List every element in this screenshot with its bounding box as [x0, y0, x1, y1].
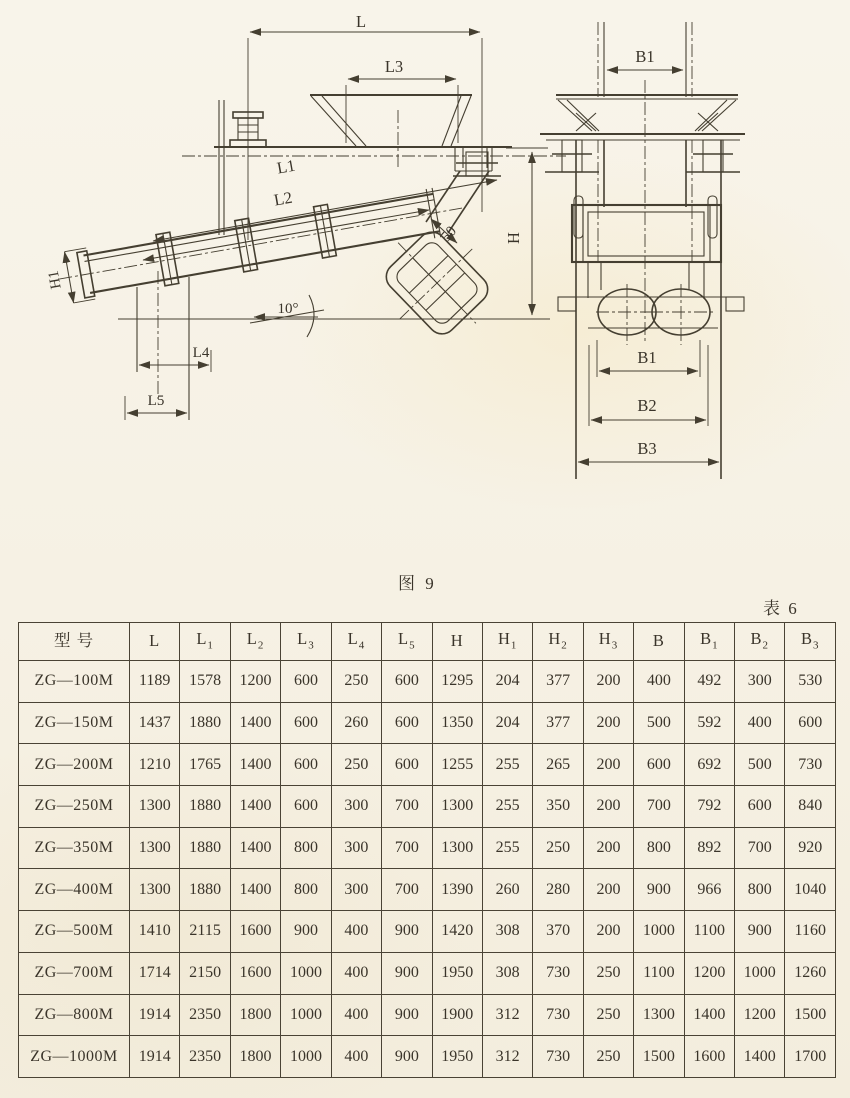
header-row [19, 623, 836, 661]
column-header: $B_3$ [785, 623, 836, 661]
value-cell: 900 [735, 911, 785, 953]
value-cell: 700 [382, 827, 432, 869]
column-header: $L_3$ [281, 623, 331, 661]
value-cell: 600 [382, 744, 432, 786]
column-header: $B_2$ [735, 623, 785, 661]
dim-label-L: L [355, 12, 367, 31]
value-cell: 255 [482, 744, 532, 786]
value-cell: 1800 [230, 994, 280, 1036]
value-cell: 1300 [130, 869, 180, 911]
column-header: $H_3$ [583, 623, 633, 661]
value-cell: 400 [634, 661, 684, 703]
value-cell: 600 [281, 661, 331, 703]
value-cell: 250 [533, 827, 583, 869]
value-cell: 350 [533, 786, 583, 828]
value-cell: 1295 [432, 661, 482, 703]
value-cell: 700 [382, 869, 432, 911]
value-cell: 200 [583, 827, 633, 869]
value-cell: 1300 [432, 827, 482, 869]
value-cell: 840 [785, 786, 836, 828]
value-cell: 1410 [130, 911, 180, 953]
value-cell: 1880 [180, 827, 230, 869]
value-cell: 400 [735, 702, 785, 744]
value-cell: 200 [583, 869, 633, 911]
column-header: B [634, 623, 684, 661]
value-cell: 1400 [735, 1036, 785, 1078]
value-cell: 900 [382, 994, 432, 1036]
value-cell: 1160 [785, 911, 836, 953]
value-cell: 800 [634, 827, 684, 869]
dim-label-B1: B1 [637, 348, 657, 367]
value-cell: 200 [583, 911, 633, 953]
model-cell: ZG—150M [19, 702, 130, 744]
value-cell: 377 [533, 702, 583, 744]
value-cell: 492 [684, 661, 734, 703]
value-cell: 300 [331, 827, 381, 869]
column-header: $L_4$ [331, 623, 381, 661]
value-cell: 900 [382, 911, 432, 953]
value-cell: 800 [281, 869, 331, 911]
dim-label-B3: B3 [637, 439, 657, 458]
value-cell: 1000 [281, 1036, 331, 1078]
value-cell: 250 [583, 1036, 633, 1078]
value-cell: 1600 [684, 1036, 734, 1078]
model-cell: ZG—700M [19, 952, 130, 994]
value-cell: 265 [533, 744, 583, 786]
value-cell: 204 [482, 661, 532, 703]
value-cell: 1300 [634, 994, 684, 1036]
value-cell: 1260 [785, 952, 836, 994]
value-cell: 200 [583, 786, 633, 828]
table-row [19, 744, 836, 786]
model-cell: ZG—250M [19, 786, 130, 828]
value-cell: 1300 [432, 786, 482, 828]
value-cell: 200 [583, 661, 633, 703]
value-cell: 900 [382, 952, 432, 994]
value-cell: 308 [482, 911, 532, 953]
dim-label-L1: L1 [275, 155, 297, 178]
value-cell: 1400 [230, 869, 280, 911]
column-header: 型 号 [19, 623, 130, 661]
value-cell: 1000 [735, 952, 785, 994]
value-cell: 200 [583, 702, 633, 744]
value-cell: 377 [533, 661, 583, 703]
value-cell: 600 [281, 702, 331, 744]
value-cell: 250 [331, 744, 381, 786]
value-cell: 800 [281, 827, 331, 869]
value-cell: 1578 [180, 661, 230, 703]
column-header: H [432, 623, 482, 661]
value-cell: 308 [482, 952, 532, 994]
value-cell: 2150 [180, 952, 230, 994]
value-cell: 1100 [634, 952, 684, 994]
value-cell: 920 [785, 827, 836, 869]
value-cell: 1390 [432, 869, 482, 911]
value-cell: 260 [331, 702, 381, 744]
value-cell: 280 [533, 869, 583, 911]
value-cell: 2115 [180, 911, 230, 953]
value-cell: 700 [382, 786, 432, 828]
value-cell: 600 [281, 786, 331, 828]
dim-label-H1: H1 [45, 269, 65, 291]
value-cell: 260 [482, 869, 532, 911]
value-cell: 1880 [180, 786, 230, 828]
value-cell: 1350 [432, 702, 482, 744]
value-cell: 1765 [180, 744, 230, 786]
dim-label-B2: B2 [637, 396, 657, 415]
value-cell: 2350 [180, 994, 230, 1036]
value-cell: 250 [583, 952, 633, 994]
value-cell: 900 [281, 911, 331, 953]
value-cell: 900 [382, 1036, 432, 1078]
value-cell: 1500 [634, 1036, 684, 1078]
value-cell: 900 [634, 869, 684, 911]
value-cell: 1300 [130, 786, 180, 828]
value-cell: 255 [482, 827, 532, 869]
value-cell: 1914 [130, 994, 180, 1036]
dim-label-50: 50 [438, 223, 460, 246]
value-cell: 730 [785, 744, 836, 786]
spec-table-body [19, 661, 836, 1078]
value-cell: 1000 [634, 911, 684, 953]
table-row [19, 911, 836, 953]
table-row [19, 994, 836, 1036]
value-cell: 600 [281, 744, 331, 786]
value-cell: 1950 [432, 1036, 482, 1078]
value-cell: 1900 [432, 994, 482, 1036]
value-cell: 966 [684, 869, 734, 911]
spec-table-head [19, 623, 836, 661]
dim-label-L5: L5 [147, 393, 165, 409]
column-header: $H_1$ [482, 623, 532, 661]
column-header: $B_1$ [684, 623, 734, 661]
model-cell: ZG—350M [19, 827, 130, 869]
dim-label-H: H [504, 232, 523, 244]
value-cell: 1400 [230, 744, 280, 786]
table-row [19, 869, 836, 911]
table-row [19, 702, 836, 744]
value-cell: 600 [735, 786, 785, 828]
value-cell: 792 [684, 786, 734, 828]
value-cell: 500 [634, 702, 684, 744]
value-cell: 1100 [684, 911, 734, 953]
table-row [19, 661, 836, 703]
value-cell: 600 [634, 744, 684, 786]
value-cell: 1000 [281, 994, 331, 1036]
value-cell: 600 [785, 702, 836, 744]
value-cell: 1400 [684, 994, 734, 1036]
model-cell: ZG—800M [19, 994, 130, 1036]
value-cell: 592 [684, 702, 734, 744]
value-cell: 1600 [230, 952, 280, 994]
value-cell: 1400 [230, 786, 280, 828]
front-view [540, 22, 745, 479]
value-cell: 1189 [130, 661, 180, 703]
value-cell: 1040 [785, 869, 836, 911]
value-cell: 2350 [180, 1036, 230, 1078]
table-row [19, 1036, 836, 1078]
figure-caption: 图 9 [398, 574, 437, 593]
column-header: $L_1$ [180, 623, 230, 661]
value-cell: 1200 [230, 661, 280, 703]
value-cell: 1437 [130, 702, 180, 744]
value-cell: 1210 [130, 744, 180, 786]
value-cell: 300 [331, 786, 381, 828]
value-cell: 1255 [432, 744, 482, 786]
table-row [19, 827, 836, 869]
dim-label-L2: L2 [272, 187, 294, 210]
dim-label-L3: L3 [384, 57, 404, 76]
value-cell: 892 [684, 827, 734, 869]
column-header: $L_2$ [230, 623, 280, 661]
dim-label-B1-top: B1 [635, 47, 655, 66]
value-cell: 1800 [230, 1036, 280, 1078]
value-cell: 1420 [432, 911, 482, 953]
value-cell: 1400 [230, 702, 280, 744]
value-cell: 1950 [432, 952, 482, 994]
value-cell: 400 [331, 1036, 381, 1078]
incline-angle-label: 10° [277, 301, 299, 317]
column-header: $L_5$ [382, 623, 432, 661]
value-cell: 1500 [785, 994, 836, 1036]
column-header: L [130, 623, 180, 661]
value-cell: 1600 [230, 911, 280, 953]
model-cell: ZG—400M [19, 869, 130, 911]
spec-table [18, 622, 836, 1078]
side-view [43, 12, 566, 420]
value-cell: 730 [533, 1036, 583, 1078]
model-cell: ZG—500M [19, 911, 130, 953]
value-cell: 200 [583, 744, 633, 786]
value-cell: 1880 [180, 869, 230, 911]
value-cell: 400 [331, 952, 381, 994]
value-cell: 204 [482, 702, 532, 744]
value-cell: 300 [735, 661, 785, 703]
value-cell: 730 [533, 994, 583, 1036]
value-cell: 600 [382, 702, 432, 744]
value-cell: 255 [482, 786, 532, 828]
value-cell: 1714 [130, 952, 180, 994]
value-cell: 250 [583, 994, 633, 1036]
model-cell: ZG—100M [19, 661, 130, 703]
value-cell: 312 [482, 1036, 532, 1078]
value-cell: 730 [533, 952, 583, 994]
value-cell: 370 [533, 911, 583, 953]
value-cell: 1880 [180, 702, 230, 744]
value-cell: 692 [684, 744, 734, 786]
value-cell: 1400 [230, 827, 280, 869]
value-cell: 500 [735, 744, 785, 786]
value-cell: 300 [331, 869, 381, 911]
value-cell: 800 [735, 869, 785, 911]
value-cell: 530 [785, 661, 836, 703]
dim-label-L4: L4 [192, 345, 210, 361]
table-row [19, 786, 836, 828]
value-cell: 250 [331, 661, 381, 703]
value-cell: 1200 [684, 952, 734, 994]
value-cell: 700 [634, 786, 684, 828]
value-cell: 1914 [130, 1036, 180, 1078]
value-cell: 1000 [281, 952, 331, 994]
value-cell: 1300 [130, 827, 180, 869]
model-cell: ZG—1000M [19, 1036, 130, 1078]
model-cell: ZG—200M [19, 744, 130, 786]
value-cell: 400 [331, 994, 381, 1036]
value-cell: 600 [382, 661, 432, 703]
value-cell: 700 [735, 827, 785, 869]
column-header: $H_2$ [533, 623, 583, 661]
table-row [19, 952, 836, 994]
value-cell: 1200 [735, 994, 785, 1036]
value-cell: 1700 [785, 1036, 836, 1078]
table-caption: 表 6 [763, 599, 799, 618]
value-cell: 400 [331, 911, 381, 953]
value-cell: 312 [482, 994, 532, 1036]
